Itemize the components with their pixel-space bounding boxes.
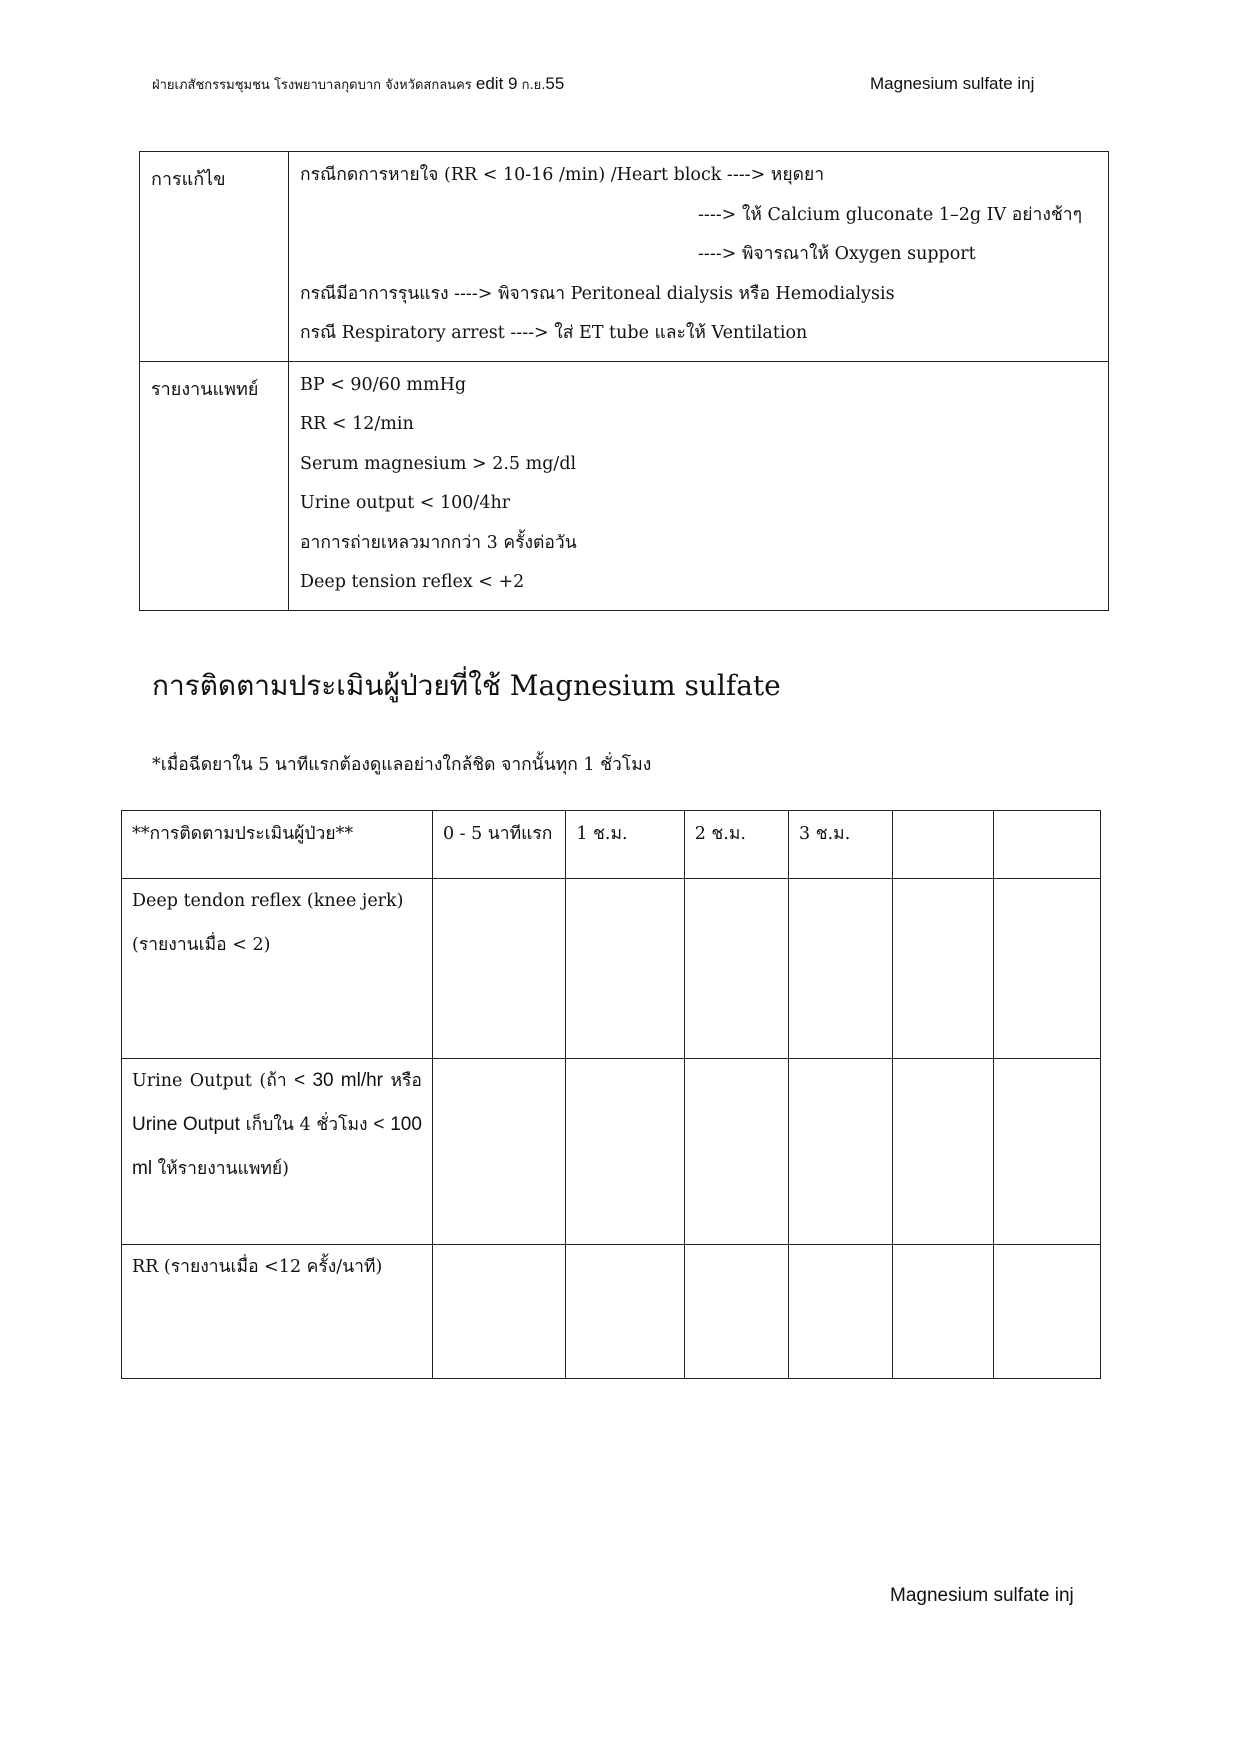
header-cell-empty	[993, 811, 1100, 879]
list-item: กรณี Respiratory arrest ----> ใส่ ET tube และให้ Ventilation	[300, 323, 808, 343]
list-item: Deep tension reflex < +2	[300, 572, 525, 592]
section-title: การติดตามประเมินผู้ป่วยที่ใช้ Magnesium sulfate	[152, 669, 781, 702]
monitoring-table	[121, 810, 1101, 1379]
table-row	[122, 1059, 1101, 1245]
header-cell-0-5min: 0 - 5 นาทีแรก	[432, 811, 565, 879]
table-row	[140, 361, 1109, 610]
list-item: อาการถ่ายเหลวมากกว่า 3 ครั้งต่อวัน	[300, 532, 577, 553]
entry-cell[interactable]	[893, 879, 993, 1059]
row-label-correction: การแก้ไข	[140, 152, 289, 362]
entry-cell[interactable]	[566, 879, 684, 1059]
entry-cell[interactable]	[893, 1059, 993, 1245]
entry-cell[interactable]	[789, 879, 893, 1059]
entry-cell[interactable]	[684, 879, 788, 1059]
entry-cell[interactable]	[684, 1245, 788, 1379]
table-row	[122, 1245, 1101, 1379]
header-date-prefix: ก.ย.	[521, 78, 546, 93]
page-header-org: ฝ่ายเภสัชกรรมชุมชน โรงพยาบาลกุดบาก จังหวัดสกลนคร edit 9 ก.ย.55	[152, 74, 565, 93]
table-row	[140, 152, 1109, 362]
header-edit: edit 9	[475, 74, 518, 93]
entry-cell[interactable]	[993, 1059, 1100, 1245]
list-item: BP < 90/60 mmHg	[300, 374, 467, 395]
row-content-report	[289, 361, 1109, 610]
table-header-row	[122, 811, 1101, 879]
list-item: RR < 12/min	[300, 414, 414, 434]
page-header-title: Magnesium sulfate inj	[870, 74, 1035, 93]
header-cell-empty	[893, 811, 993, 879]
entry-cell[interactable]	[893, 1245, 993, 1379]
list-item: Urine output < 100/4hr	[300, 493, 511, 513]
management-table	[139, 151, 1109, 611]
page-footer-title: Magnesium sulfate inj	[890, 1585, 1074, 1606]
entry-cell[interactable]	[993, 879, 1100, 1059]
entry-cell[interactable]	[432, 1059, 565, 1245]
entry-cell[interactable]	[789, 1245, 893, 1379]
entry-cell[interactable]	[432, 1245, 565, 1379]
header-cell-3hr: 3 ช.ม.	[789, 811, 893, 879]
list-item: กรณีกดการหายใจ (RR < 10-16 /min) /Heart block ----> หยุดยา	[300, 165, 825, 185]
header-cell-2hr: 2 ช.ม.	[684, 811, 788, 879]
row-label-urine-output: Urine Output (ถ้า < 30 ml/hr หรือ Urine Output เก็บใน 4 ชั่วโมง < 100 ml ให้รายงานแพทย์)	[122, 1059, 433, 1245]
row-label-deep-tendon-reflex: Deep tendon reflex (knee jerk) (รายงานเมื่อ < 2)	[122, 879, 433, 1059]
row-label-report: รายงานแพทย์	[140, 361, 289, 610]
row-label-rr: RR (รายงานเมื่อ <12 ครั้ง/นาที)	[122, 1245, 433, 1379]
list-item: กรณีมีอาการรุนแรง ----> พิจารณา Peritoneal dialysis หรือ Hemodialysis	[300, 283, 895, 304]
list-item: ----> พิจารณาให้ Oxygen support	[698, 244, 976, 264]
section-note: *เมื่อฉีดยาใน 5 นาทีแรกต้องดูแลอย่างใกล้ชิด จากนั้นทุก 1 ชั่วโมง	[152, 755, 652, 775]
entry-cell[interactable]	[566, 1059, 684, 1245]
entry-cell[interactable]	[684, 1059, 788, 1245]
header-cell-1hr: 1 ช.ม.	[566, 811, 684, 879]
entry-cell[interactable]	[432, 879, 565, 1059]
header-date-num: 55	[545, 74, 565, 93]
list-item: ----> ให้ Calcium gluconate 1–2g IV อย่างช้าๆ	[698, 204, 1082, 225]
header-cell-assessment: **การติดตามประเมินผู้ป่วย**	[122, 811, 433, 879]
entry-cell[interactable]	[789, 1059, 893, 1245]
row-content-correction	[289, 152, 1109, 362]
entry-cell[interactable]	[566, 1245, 684, 1379]
list-item: Serum magnesium > 2.5 mg/dl	[300, 453, 577, 474]
table-row	[122, 879, 1101, 1059]
entry-cell[interactable]	[993, 1245, 1100, 1379]
